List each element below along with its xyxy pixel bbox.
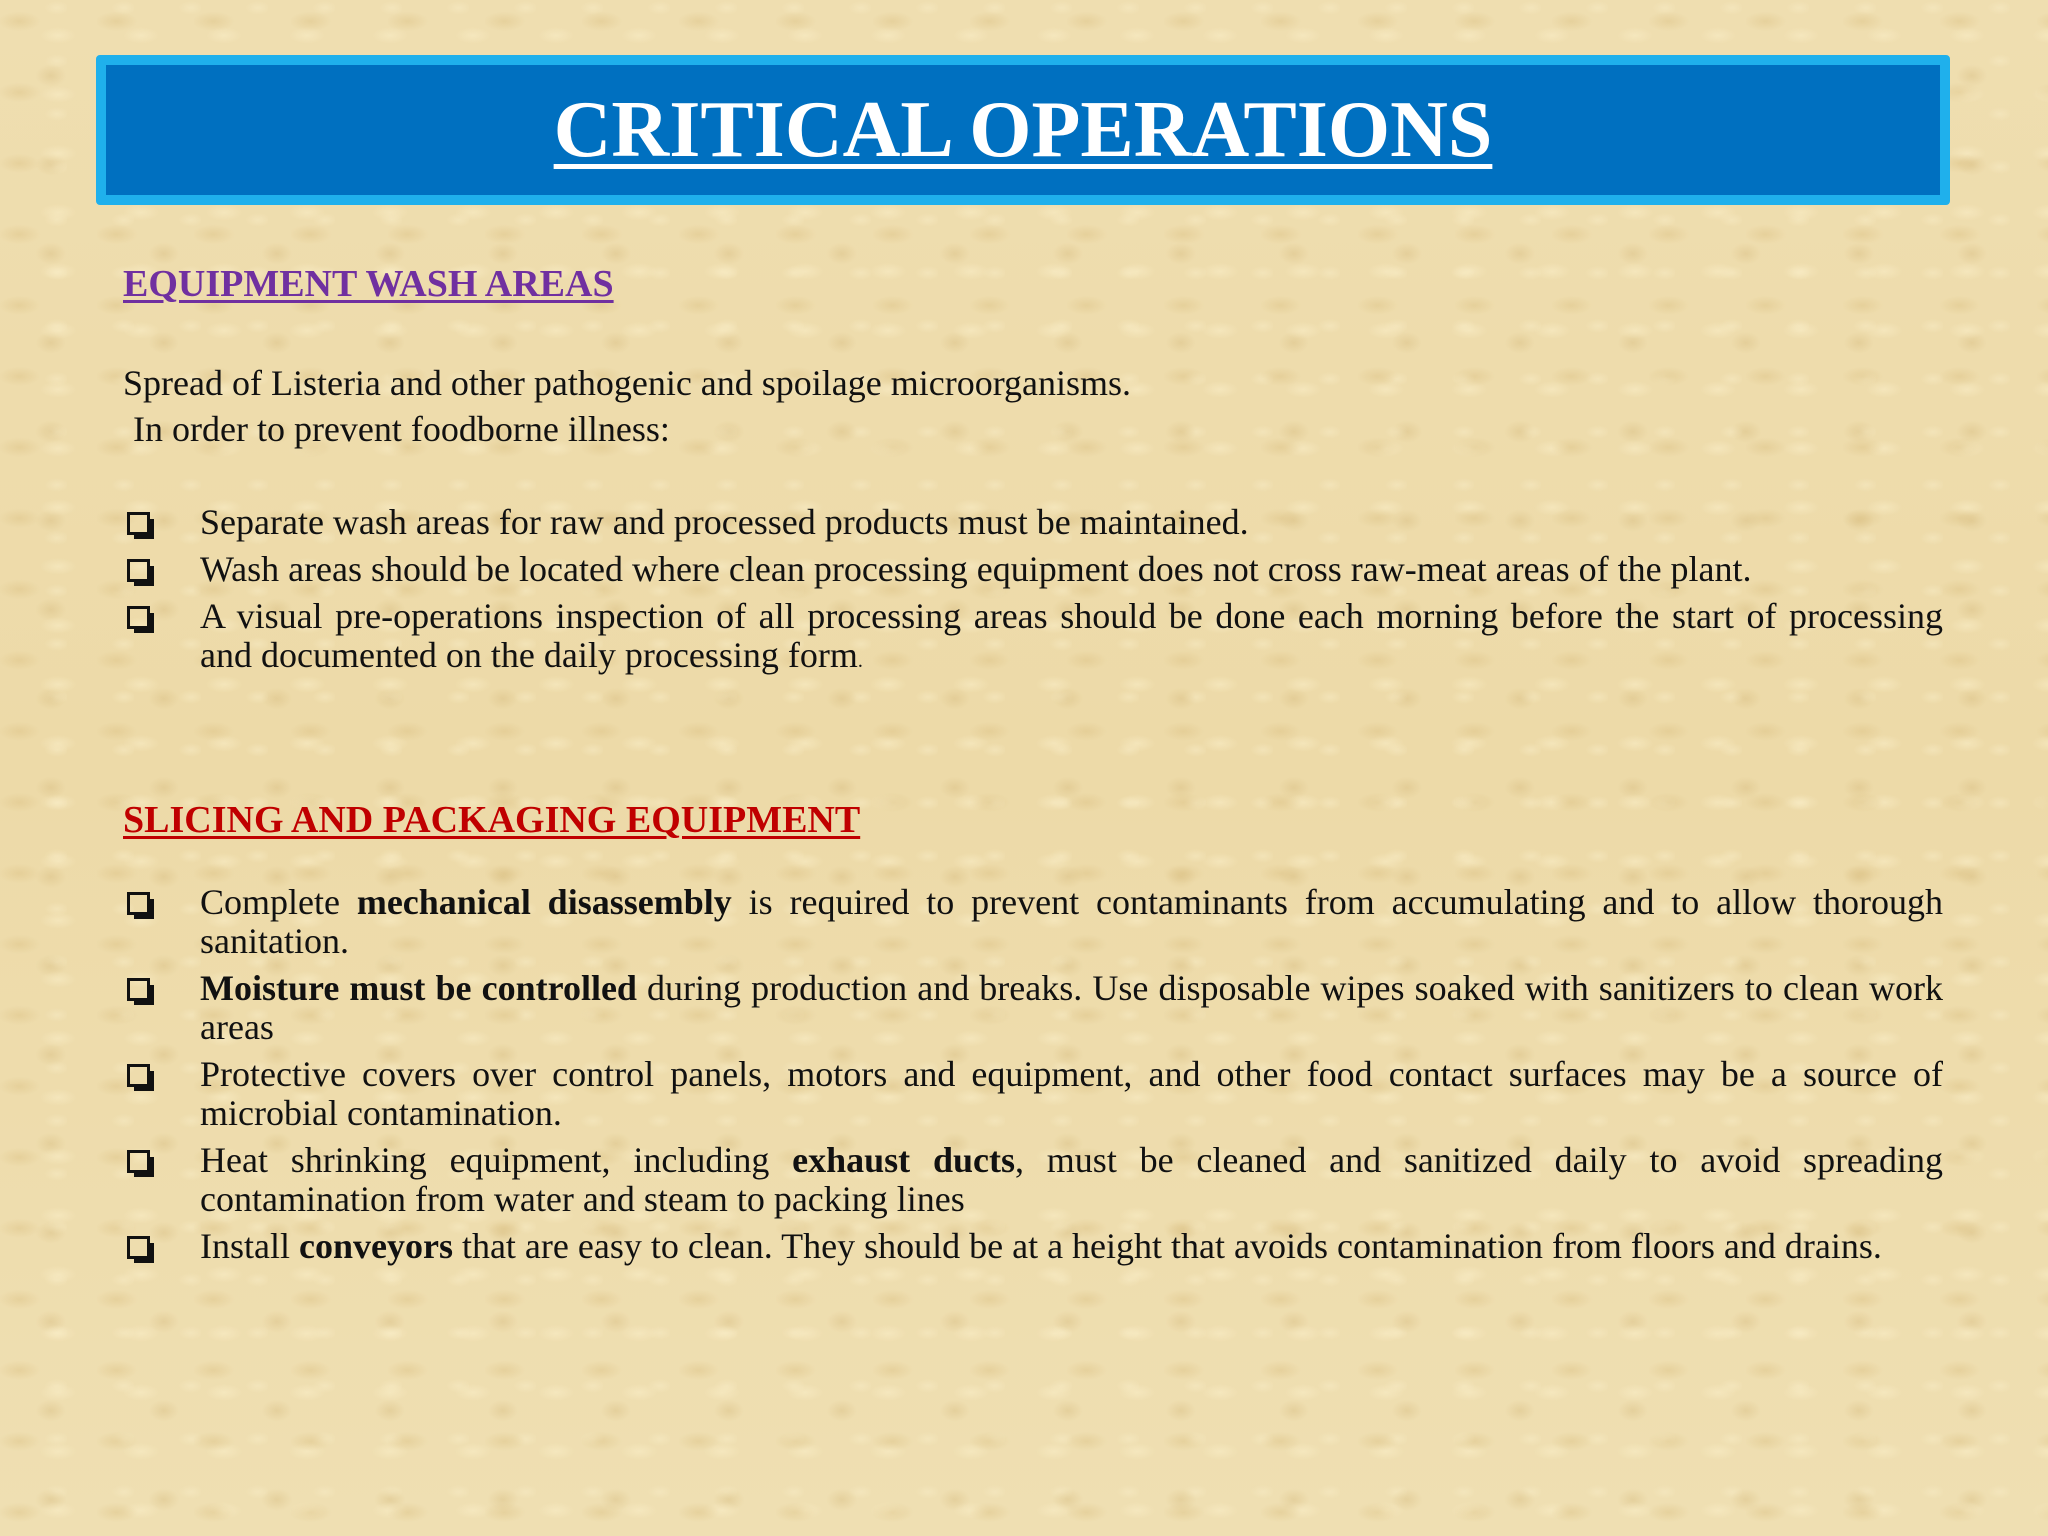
- checkbox-icon: [127, 559, 150, 582]
- checkbox-icon: [127, 892, 150, 915]
- bullet-text: Protective covers over control panels, motors and equipment, and other food contact surfaces may be a source of microbial contamination.: [200, 1054, 1943, 1133]
- list-item: [123, 1227, 1943, 1266]
- bullet-end-mark: .: [857, 650, 863, 672]
- list-item: [123, 503, 1943, 542]
- list-item: [123, 597, 1943, 681]
- checkbox-icon: [127, 1236, 150, 1259]
- bullet-text-bold: exhaust ducts: [792, 1140, 1015, 1180]
- bullet-text-bold: conveyors: [298, 1226, 453, 1266]
- wash-intro-line-1: Spread of Listeria and other pathogenic and spoilage microorganisms.: [123, 363, 1132, 403]
- bullet-text: Wash areas should be located where clean processing equipment does not cross raw-meat areas of the plant.: [200, 549, 1752, 589]
- list-item: [123, 550, 1943, 589]
- bullet-text: A visual pre-operations inspection of all processing areas should be done each morning before the start of processing and documented on the daily processing form: [200, 596, 1943, 675]
- wash-areas-heading: EQUIPMENT WASH AREAS: [123, 263, 614, 305]
- bullet-text-pre: Complete: [200, 882, 357, 922]
- bullet-text-pre: Heat shrinking equipment, including: [200, 1140, 793, 1180]
- list-item: [123, 1141, 1943, 1219]
- checkbox-icon: [127, 1064, 150, 1087]
- checkbox-icon: [127, 512, 150, 535]
- list-item: [123, 1055, 1943, 1133]
- bullet-text-post: , must be cleaned and sanitized daily to avoid spreading contamination from water and steam to packing lines: [200, 1140, 1944, 1219]
- bullet-text-bold: Moisture must be controlled: [200, 968, 637, 1008]
- bullet-text-post: that are easy to clean. They should be at a height that avoids contamination from floors and drains.: [452, 1226, 1882, 1266]
- wash-intro-line-2: In order to prevent foodborne illness:: [133, 409, 670, 449]
- wash-bullet-list: [123, 503, 1943, 689]
- bullet-text: Separate wash areas for raw and processed products must be maintained.: [200, 502, 1249, 542]
- bullet-text-post: is required to prevent contaminants from accumulating and to allow thorough sanitation.: [200, 882, 1943, 961]
- list-item: [123, 969, 1943, 1047]
- bullet-text-pre: Install: [200, 1226, 299, 1266]
- title-banner: [96, 55, 1950, 205]
- slicing-packaging-heading: SLICING AND PACKAGING EQUIPMENT: [123, 799, 861, 841]
- bullet-text-bold: mechanical disassembly: [356, 882, 732, 922]
- checkbox-icon: [127, 1150, 150, 1173]
- page-title: CRITICAL OPERATIONS: [553, 85, 1493, 174]
- checkbox-icon: [127, 606, 150, 629]
- checkbox-icon: [127, 978, 150, 1001]
- slicing-bullet-list: [123, 883, 1943, 1274]
- bullet-text-post: during production and breaks. Use disposable wipes soaked with sanitizers to clean work areas: [200, 968, 1943, 1047]
- list-item: [123, 883, 1943, 961]
